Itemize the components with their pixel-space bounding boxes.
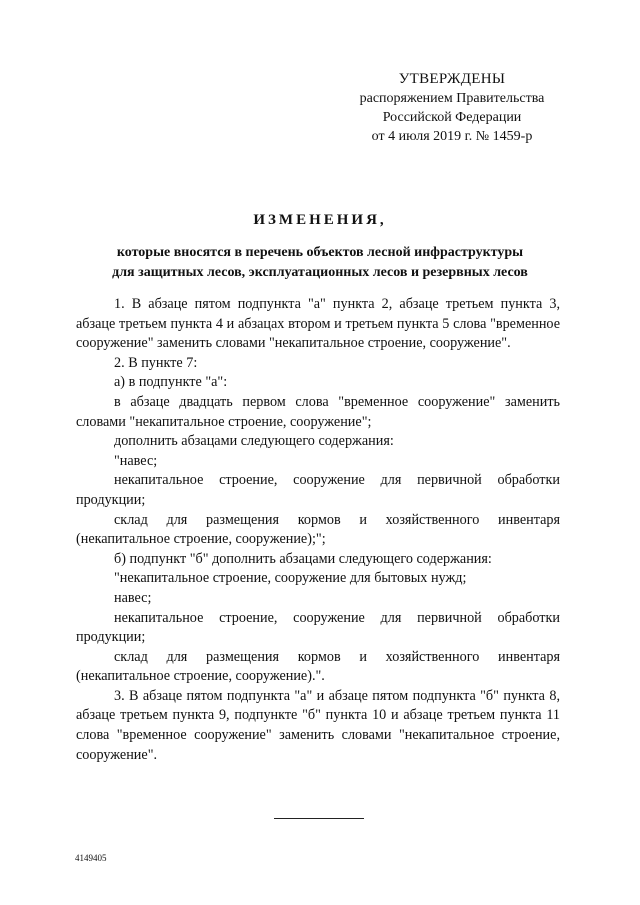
subtitle-line-2: для защитных лесов, эксплуатационных лесов и резервных лесов: [112, 265, 528, 280]
paragraph-3: а) в подпункте "а":: [114, 374, 228, 391]
paragraph-11: навес;: [114, 589, 152, 606]
paragraph-5: дополнить абзацами следующего содержания:: [114, 433, 394, 450]
paragraph-12: некапитальное строение, сооружение для первичной обработки продукции;: [76, 609, 560, 646]
approval-block: [336, 70, 568, 146]
separator-line: [274, 818, 364, 819]
document-body: [76, 295, 560, 765]
approval-line-3: от 4 июля 2019 г. № 1459-р: [371, 129, 533, 144]
paragraph-9: б) подпункт "б" дополнить абзацами следующего содержания:: [114, 550, 492, 567]
document-title: ИЗМЕНЕНИЯ,: [253, 212, 387, 228]
paragraph-2: 2. В пункте 7:: [114, 354, 198, 371]
approval-line-2: Российской Федерации: [382, 110, 522, 125]
document-code: 4149405: [75, 853, 107, 863]
paragraph-10: "некапитальное строение, сооружение для бытовых нужд;: [114, 570, 467, 587]
paragraph-6: "навес;: [114, 452, 158, 469]
approval-line-1: распоряжением Правительства: [359, 91, 545, 106]
paragraph-7: некапитальное строение, сооружение для первичной обработки продукции;: [76, 472, 560, 508]
paragraph-4: в абзаце двадцать первом слова "временное сооружение" заменить словами "некапитальное строение, сооружение";: [76, 393, 560, 430]
approval-title: УТВЕРЖДЕНЫ: [398, 71, 506, 87]
paragraph-1: 1. В абзаце пятом подпункта "а" пункта 2, абзаце третьем пункта 3, абзаце третьем пункта 4 и абзацах втором и третьем пункта 5 слова "временное сооружение" заменить словами "некапитальное строение, сооружение".: [76, 296, 560, 352]
paragraph-13: склад для размещения кормов и хозяйственного инвентаря (некапитальное строение, сооружение).".: [76, 648, 560, 685]
subtitle-line-1: которые вносятся в перечень объектов лесной инфраструктуры: [116, 245, 524, 260]
document-subtitle: [70, 243, 570, 283]
paragraph-14: 3. В абзаце пятом подпункта "а" и абзаце пятом подпункта "б" пункта 8, абзаце третьем пункта 9, подпункте "б" пункта 10 и абзаце третьем пункта 11 слова "временное сооружение" заменить словами "некапитальное строение, сооружение".: [76, 687, 560, 763]
paragraph-8: склад для размещения кормов и хозяйственного инвентаря (некапитальное строение, сооружение);";: [76, 511, 560, 548]
